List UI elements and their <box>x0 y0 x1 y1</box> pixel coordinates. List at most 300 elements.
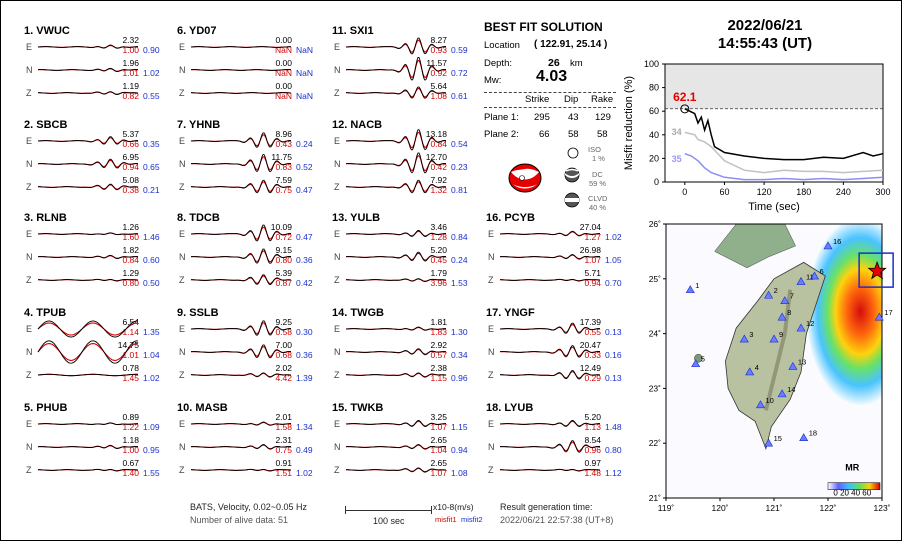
station-title: 1. VWUC <box>24 25 70 37</box>
component-label: Z <box>26 370 32 380</box>
misfit1-value: 1.13 <box>584 422 601 432</box>
component-label: N <box>488 252 495 262</box>
lat-tick-label: 26˚ <box>648 219 661 229</box>
component-label: E <box>488 324 495 334</box>
observed-trace <box>346 153 446 173</box>
peak-amplitude: 17.39 <box>579 317 601 327</box>
component-label: N <box>488 442 495 452</box>
beachball-icon <box>505 160 545 196</box>
synthetic-trace <box>346 89 446 97</box>
misfit2-value: NaN <box>296 45 314 55</box>
clvd-label: CLVD <box>588 194 608 203</box>
lat-tick-label: 25˚ <box>648 273 661 284</box>
location-label: Location <box>484 40 520 51</box>
misfit2-value: 0.30 <box>296 327 313 337</box>
peak-amplitude: 2.65 <box>430 458 447 468</box>
result-label: Result generation time: <box>500 502 593 512</box>
observed-trace <box>191 249 291 263</box>
lon-tick-label: 122˚ <box>819 503 837 513</box>
misfit2-value: 0.21 <box>143 185 160 195</box>
col-dip: Dip <box>564 94 579 105</box>
waveform-trace <box>191 246 293 268</box>
misfit2-value: 0.36 <box>296 350 313 360</box>
peak-amplitude: 8.54 <box>584 435 601 445</box>
peak-amplitude: 13.18 <box>425 129 447 139</box>
station-title: 2. SBCB <box>24 119 68 131</box>
misfit1-value: 1.07 <box>584 255 601 265</box>
waveform-trace <box>346 59 448 81</box>
misfit2-value: 1.02 <box>143 373 160 383</box>
waveform-trace <box>191 130 293 152</box>
observed-trace <box>38 137 138 144</box>
misfit1-value: 1.04 <box>430 445 447 455</box>
peak-amplitude: 0.00 <box>275 58 292 68</box>
component-label: E <box>26 229 33 239</box>
component-label: Z <box>26 182 32 192</box>
observed-trace <box>191 180 291 193</box>
waveform-trace <box>191 364 293 386</box>
misfit2-value: 0.80 <box>605 445 622 455</box>
peak-amplitude: 0.78 <box>122 363 139 373</box>
misfit1-value: 0.94 <box>122 162 139 172</box>
station-id-label: 7 <box>789 291 794 301</box>
misfit2-value: 0.16 <box>605 350 622 360</box>
component-label: Z <box>179 465 185 475</box>
misfit1-value: 0.82 <box>122 91 139 101</box>
component-label: Z <box>334 182 340 192</box>
dc-beachball-icon <box>563 166 581 184</box>
peak-amplitude: 5.08 <box>122 175 139 185</box>
observed-trace <box>191 373 291 377</box>
observed-trace <box>38 279 138 281</box>
event-date: 2022/06/21 <box>727 17 803 34</box>
synthetic-trace <box>346 253 446 260</box>
peak-amplitude: 0.67 <box>122 458 139 468</box>
waveform-trace <box>38 246 140 268</box>
synthetic-trace <box>346 182 446 191</box>
clvd-beachball-icon <box>563 191 581 209</box>
misfit1-value: 1.07 <box>430 422 447 432</box>
observed-trace <box>346 180 446 193</box>
y-tick-label: 60 <box>648 106 659 117</box>
waveform-trace <box>500 364 602 386</box>
station-title: 18. LYUB <box>486 402 534 414</box>
misfit2-value: 0.52 <box>296 162 313 172</box>
component-label: Z <box>179 182 185 192</box>
peak-amplitude: 1.26 <box>122 222 139 232</box>
peak-amplitude: 1.96 <box>122 58 139 68</box>
waveform-trace <box>346 341 448 363</box>
misfit2-value: 1.35 <box>143 327 160 337</box>
peak-amplitude: 0.00 <box>275 35 292 45</box>
iso-beachball-icon <box>566 146 580 160</box>
misfit2-value: 1.34 <box>296 422 313 432</box>
mw-value: 4.03 <box>536 68 568 85</box>
misfit1-value: 1.15 <box>430 373 447 383</box>
x-tick-label: 300 <box>875 187 891 197</box>
observed-trace <box>346 58 446 81</box>
component-label: E <box>334 324 341 334</box>
misfit1-value: 0.72 <box>275 232 292 242</box>
misfit2-value: 0.95 <box>143 445 160 455</box>
waveform-trace <box>38 176 140 198</box>
misfit2-value: 1.04 <box>143 350 160 360</box>
above-best-region <box>665 64 883 109</box>
waveform-trace <box>38 223 140 245</box>
station-title: 11. SXI1 <box>332 25 374 37</box>
station-title: 3. RLNB <box>24 212 67 224</box>
misfit2-value: 0.59 <box>451 45 468 55</box>
station-title: 15. TWKB <box>332 402 384 414</box>
misfit1-value: 1.45 <box>122 373 139 383</box>
misfit1-value: 0.68 <box>275 350 292 360</box>
component-label: Z <box>26 88 32 98</box>
waveform-trace <box>346 364 448 386</box>
station-title: 7. YHNB <box>177 119 221 131</box>
misfit2-value: 0.61 <box>451 91 468 101</box>
plane2-dip: 58 <box>568 129 579 140</box>
misfit1-value: 0.80 <box>275 255 292 265</box>
misfit2-value: 0.60 <box>143 255 160 265</box>
depth-value: 26 <box>548 57 560 69</box>
peak-amplitude: 12.49 <box>579 363 601 373</box>
misfit1-value: 1.01 <box>122 68 139 78</box>
best-value-label: 62.1 <box>673 89 697 104</box>
misfit1-value: 0.45 <box>430 255 447 265</box>
component-label: Z <box>488 370 494 380</box>
y-tick-label: 0 <box>653 177 659 187</box>
station-id-label: 15 <box>773 434 782 444</box>
component-label: N <box>179 347 186 357</box>
misfit1-value: 0.66 <box>122 139 139 149</box>
peak-amplitude: 26.98 <box>579 245 601 255</box>
misfit1-value: 0.57 <box>430 350 447 360</box>
component-label: N <box>26 442 33 452</box>
peak-amplitude: 1.82 <box>122 245 139 255</box>
depth-unit: km <box>570 58 583 69</box>
misfit1-value: 1.08 <box>430 91 447 101</box>
station-id-label: 17 <box>884 308 893 318</box>
station-id-label: 10 <box>765 395 774 405</box>
station-id-label: 11 <box>806 272 814 282</box>
observed-trace <box>346 373 446 377</box>
peak-amplitude: 7.59 <box>275 175 292 185</box>
observed-trace <box>346 87 446 98</box>
peak-amplitude: 8.96 <box>275 129 292 139</box>
misfit1-value: 1.51 <box>275 468 292 478</box>
misfit2-value: 1.53 <box>451 278 468 288</box>
component-label: Z <box>26 275 32 285</box>
plane2-rake: 58 <box>597 129 608 140</box>
misfit2-value: 0.13 <box>605 327 622 337</box>
misfit2-value: 0.23 <box>451 162 468 172</box>
misfit1-value: 0.29 <box>584 373 601 383</box>
station-title: 14. TWGB <box>332 307 384 319</box>
lat-tick-label: 21˚ <box>648 493 661 503</box>
station-id-label: 3 <box>749 330 754 340</box>
misfit1-value: 1.58 <box>275 422 292 432</box>
lon-tick-label: 120˚ <box>711 503 729 513</box>
misfit2-value: 0.72 <box>451 68 468 78</box>
observed-trace <box>191 275 291 285</box>
misfit1-value: NaN <box>274 45 292 55</box>
peak-amplitude: 20.47 <box>579 340 601 350</box>
misfit2-value: 0.90 <box>143 45 160 55</box>
station-title: 4. TPUB <box>24 307 67 319</box>
station-id-label: 9 <box>779 330 784 340</box>
component-label: Z <box>179 275 185 285</box>
plane1-dip: 43 <box>568 112 579 123</box>
station-title: 12. NACB <box>332 119 383 131</box>
misfit1-value: 1.14 <box>122 327 139 337</box>
peak-amplitude: 1.18 <box>122 435 139 445</box>
lon-tick-label: 121˚ <box>765 503 783 513</box>
lon-tick-label: 119˚ <box>657 503 675 513</box>
misfit2-value: 0.34 <box>451 350 468 360</box>
peak-amplitude: 27.04 <box>579 222 601 232</box>
waveform-trace <box>38 82 140 104</box>
station-title: 17. YNGF <box>486 307 535 319</box>
lon-tick-label: 123˚ <box>873 503 891 513</box>
component-label: E <box>179 229 186 239</box>
component-label: N <box>334 65 341 75</box>
waveform-trace <box>191 436 293 458</box>
misfit2-value: 0.13 <box>605 373 622 383</box>
waveform-trace <box>500 223 602 245</box>
component-label: N <box>26 159 33 169</box>
misfit1-legend: misfit1 <box>435 515 457 524</box>
waveform-trace <box>191 59 293 81</box>
misfit-series-line <box>685 154 883 180</box>
station-id-label: 14 <box>787 384 796 394</box>
misfit1-value: 0.75 <box>275 445 292 455</box>
observed-trace <box>346 231 446 237</box>
station-title: 5. PHUB <box>24 402 68 414</box>
misfit2-value: 1.02 <box>605 232 622 242</box>
misfit2-value: 0.47 <box>296 185 313 195</box>
peak-amplitude: 5.20 <box>430 245 447 255</box>
misfit1-value: 0.92 <box>430 68 447 78</box>
observed-trace <box>500 421 600 427</box>
misfit1-value: NaN <box>274 68 292 78</box>
dc-value: 59 % <box>589 179 607 188</box>
misfit1-value: 1.22 <box>122 422 139 432</box>
observed-trace <box>191 155 291 172</box>
lat-tick-label: 24˚ <box>648 328 661 339</box>
component-label: E <box>179 324 186 334</box>
misfit2-value: 0.96 <box>451 373 468 383</box>
component-label: N <box>334 347 341 357</box>
peak-amplitude: 0.91 <box>275 458 292 468</box>
component-label: N <box>179 65 186 75</box>
waveform-trace <box>191 153 293 175</box>
scale-tick-right <box>431 506 432 514</box>
waveform-trace <box>346 246 448 268</box>
peak-amplitude: 2.01 <box>275 412 292 422</box>
waveform-trace <box>346 82 448 104</box>
station-id-label: 6 <box>819 267 824 277</box>
peak-amplitude: 6.54 <box>122 317 139 327</box>
misfit2-value: 1.02 <box>296 468 313 478</box>
synthetic-trace <box>346 133 446 148</box>
colorbar-label: MR <box>845 462 860 473</box>
waveform-trace <box>38 130 140 152</box>
synthetic-trace <box>500 442 600 451</box>
peak-amplitude: 1.19 <box>122 81 139 91</box>
observed-trace <box>346 130 446 150</box>
y-axis-label: Misfit reduction (%) <box>623 75 635 171</box>
waveform-trace <box>191 223 293 245</box>
y-tick-label: 80 <box>648 82 659 93</box>
waveform-trace <box>346 318 448 340</box>
series-label: 35 <box>671 153 682 164</box>
component-label: E <box>334 42 341 52</box>
component-label: E <box>488 229 495 239</box>
synthetic-trace <box>191 251 291 262</box>
lat-tick-label: 23˚ <box>648 383 661 394</box>
observed-trace <box>38 92 138 95</box>
component-label: N <box>179 252 186 262</box>
waveform-trace <box>38 153 140 175</box>
component-label: E <box>488 419 495 429</box>
misfit1-value: 0.83 <box>275 162 292 172</box>
component-label: Z <box>488 465 494 475</box>
misfit2-value: NaN <box>296 91 314 101</box>
component-label: N <box>26 65 33 75</box>
plane2-label: Plane 2: <box>484 129 519 140</box>
observed-trace <box>346 279 446 282</box>
misfit1-value: 0.42 <box>430 162 447 172</box>
synthetic-trace <box>191 157 291 170</box>
misfit2-value: 0.24 <box>451 255 468 265</box>
peak-amplitude: 7.00 <box>275 340 292 350</box>
misfit2-value: 0.81 <box>451 185 468 195</box>
waveform-trace <box>191 318 293 340</box>
station-id-label: 4 <box>754 362 759 372</box>
synthetic-trace <box>38 344 138 361</box>
synthetic-trace <box>500 372 600 378</box>
peak-amplitude: 14.75 <box>117 340 139 350</box>
peak-amplitude: 2.65 <box>430 435 447 445</box>
waveform-trace <box>191 269 293 291</box>
misfit1-value: 0.93 <box>430 45 447 55</box>
observed-trace <box>191 225 291 241</box>
plane2-strike: 66 <box>539 129 550 140</box>
misfit1-value: 0.84 <box>430 139 447 149</box>
misfit1-value: 0.33 <box>584 350 601 360</box>
component-label: N <box>26 252 33 262</box>
iso-label: ISO <box>588 145 601 154</box>
misfit2-value: 0.65 <box>143 162 160 172</box>
misfit2-value: 0.70 <box>605 278 622 288</box>
component-label: Z <box>488 275 494 285</box>
x-tick-label: 60 <box>719 187 730 197</box>
depth-label: Depth: <box>484 58 512 69</box>
misfit1-value: 0.84 <box>122 255 139 265</box>
waveform-trace <box>346 176 448 198</box>
misfit1-value: NaN <box>274 91 292 101</box>
waveform-trace <box>191 82 293 104</box>
x-tick-label: 120 <box>756 187 772 197</box>
waveform-trace <box>346 413 448 435</box>
misfit1-value: 1.32 <box>430 185 447 195</box>
waveform-trace <box>500 459 602 481</box>
misfit1-value: 0.87 <box>275 278 292 288</box>
event-time: 14:55:43 (UT) <box>717 35 813 52</box>
peak-amplitude: 5.39 <box>275 268 292 278</box>
component-label: E <box>179 136 186 146</box>
observed-trace <box>191 321 291 336</box>
clvd-value: 40 % <box>589 203 607 212</box>
component-label: E <box>26 419 33 429</box>
scale-label: 100 sec <box>373 516 405 526</box>
component-label: E <box>26 324 33 334</box>
component-label: Z <box>26 465 32 475</box>
scale-tick-left <box>345 506 346 514</box>
x-tick-label: 0 <box>682 187 688 197</box>
station-id-label: 13 <box>797 357 807 367</box>
station-id-label: 12 <box>806 319 815 329</box>
misfit1-value: 1.48 <box>584 468 601 478</box>
station-id-label: 2 <box>773 286 778 296</box>
component-label: E <box>26 42 33 52</box>
observed-trace <box>500 469 600 471</box>
station-title: 8. TDCB <box>177 212 220 224</box>
x-tick-label: 180 <box>796 187 812 197</box>
component-label: N <box>334 442 341 452</box>
peak-amplitude: 12.70 <box>425 152 447 162</box>
waveform-trace <box>500 341 602 363</box>
y-tick-label: 40 <box>648 129 659 140</box>
synthetic-trace <box>500 347 600 356</box>
waveform-trace <box>500 269 602 291</box>
peak-amplitude: 5.37 <box>122 129 139 139</box>
waveform-trace <box>500 436 602 458</box>
misfit1-value: 0.80 <box>122 278 139 288</box>
peak-amplitude: 11.75 <box>271 152 292 162</box>
footer-filter: BATS, Velocity, 0.02~0.05 Hz <box>190 502 307 512</box>
component-label: Z <box>334 275 340 285</box>
peak-amplitude: 1.79 <box>430 268 447 278</box>
observed-trace <box>346 468 446 472</box>
synthetic-trace <box>38 323 138 335</box>
mt-divider-2 <box>484 107 616 108</box>
waveform-trace <box>38 318 140 340</box>
peak-amplitude: 3.46 <box>430 222 447 232</box>
component-label: E <box>179 419 186 429</box>
component-label: N <box>334 159 341 169</box>
misfit2-value: 1.08 <box>451 468 468 478</box>
iso-value: 1 % <box>592 154 605 163</box>
component-label: Z <box>179 88 185 98</box>
observed-trace <box>500 441 600 453</box>
waveform-trace <box>38 269 140 291</box>
peak-amplitude: 2.92 <box>430 340 447 350</box>
observed-trace <box>38 469 138 471</box>
waveform-trace <box>346 153 448 175</box>
waveform-trace <box>346 130 448 152</box>
peak-amplitude: 5.20 <box>584 412 601 422</box>
component-label: E <box>334 419 341 429</box>
misfit1-value: 1.60 <box>122 232 139 242</box>
peak-amplitude: 5.71 <box>584 268 601 278</box>
waveform-trace <box>191 36 293 58</box>
misfit2-value: 0.36 <box>296 255 313 265</box>
misfit2-value: 0.49 <box>296 445 313 455</box>
misfit2-value: 1.30 <box>451 327 468 337</box>
component-label: N <box>179 442 186 452</box>
component-label: Z <box>334 370 340 380</box>
